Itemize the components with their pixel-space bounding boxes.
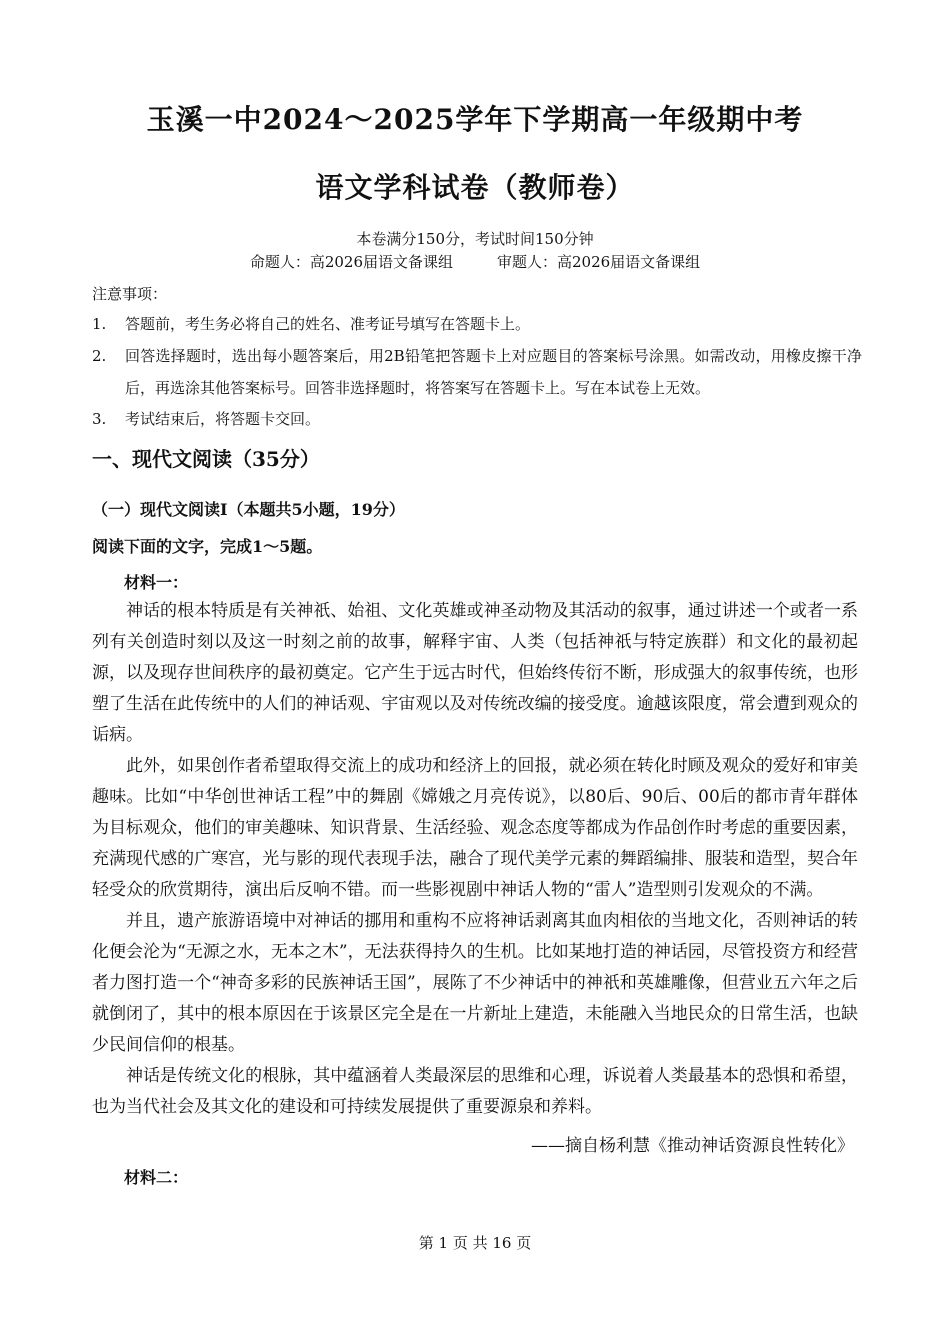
notice-item-number: 1. — [92, 315, 107, 333]
reading-instruction: 阅读下面的文字，完成1～5题。 — [92, 537, 323, 556]
material-one-text — [92, 596, 858, 1123]
page-footer: 第 1 页 共 16 页 — [418, 1234, 532, 1252]
reviewer-text: 审题人：高2026届语文备课组 — [497, 253, 701, 271]
notice-item-text: 答题前，考生务必将自己的姓名、准考证号填写在答题卡上。 — [125, 315, 531, 333]
paragraph: 神话是传统文化的根脉，其中蕴涵着人类最深层的思维和心理，诉说着人类最基本的恐惧和希望，也为当代社会及其文化的建设和可持续发展提供了重要源泉和养料。 — [92, 1066, 858, 1117]
section-heading: 一、现代文阅读（35分） — [92, 447, 320, 471]
paragraph: 并且，遗产旅游语境中对神话的挪用和重构不应将神话剥离其血肉相依的当地文化，否则神话的转化便会沦为“无源之水，无本之木”，无法获得持久的生机。比如某地打造的神话园，尽管投资方和经营者力图打造一个“神奇多彩的民族神话王国”，展陈了不少神话中的神祇和英雄雕像，但营业五六年之后就倒闭了，其中的根本原因在于该景区完全是在一片新址上建造，未能融入当地民众的日常生活，也缺少民间信仰的根基。 — [92, 911, 858, 1055]
notice-item-number: 2. — [92, 347, 107, 365]
material-one-label: 材料一： — [124, 573, 189, 592]
material-two-label: 材料二： — [124, 1168, 189, 1187]
notice-item — [92, 340, 862, 404]
notice-item — [92, 308, 862, 340]
notice-item — [92, 403, 862, 435]
exam-title: 玉溪一中2024～2025学年下学期高一年级期中考 — [146, 103, 804, 136]
notice-item-text: 考试结束后，将答题卡交回。 — [125, 410, 321, 428]
notice-item-text: 回答选择题时，选出每小题答案后，用2B铅笔把答题卡上对应题目的答案标号涂黑。如需改动，用橡皮擦干净后，再选涂其他答案标号。回答非选择题时，将答案写在答题卡上。写在本试卷上无效。 — [125, 347, 862, 397]
paragraph: 神话的根本特质是有关神祇、始祖、文化英雄或神圣动物及其活动的叙事，通过讲述一个或者一系列有关创造时刻以及这一时刻之前的故事，解释宇宙、人类（包括神祇与特定族群）和文化的最初起源，以及现存世间秩序的最初奠定。它产生于远古时代，但始终传衍不断，形成强大的叙事传统，也形塑了生活在此传统中的人们的神话观、宇宙观以及对传统改编的接受度。逾越该限度，常会遭到观众的诟病。 — [92, 601, 858, 745]
notice-heading: 注意事项： — [92, 285, 168, 303]
exam-subtitle: 语文学科试卷（教师卷） — [315, 171, 635, 204]
notice-item-number: 3. — [92, 410, 107, 428]
author-info — [0, 251, 950, 272]
source-citation: ——摘自杨利慧《推动神话资源良性转化》 — [531, 1136, 854, 1156]
score-time-info: 本卷满分150分，考试时间150分钟 — [356, 230, 594, 248]
author-text: 命题人：高2026届语文备课组 — [249, 253, 453, 271]
paragraph: 此外，如果创作者希望取得交流上的成功和经济上的回报，就必须在转化时顾及观众的爱好和审美趣味。比如“中华创世神话工程”中的舞剧《嫦娥之月亮传说》，以80后、90后、00后的都市青年群体为目标观众，他们的审美趣味、知识背景、生活经验、观念态度等都成为作品创作时考虑的重要因素，充满现代感的广寒宫，光与影的现代表现手法，融合了现代美学元素的舞蹈编排、服装和造型，契合年轻受众的欣赏期待，演出后反响不错。而一些影视剧中神话人物的“雷人”造型则引发观众的不满。 — [92, 756, 858, 900]
subsection-heading: （一）现代文阅读Ⅰ（本题共5小题，19分） — [92, 500, 405, 519]
